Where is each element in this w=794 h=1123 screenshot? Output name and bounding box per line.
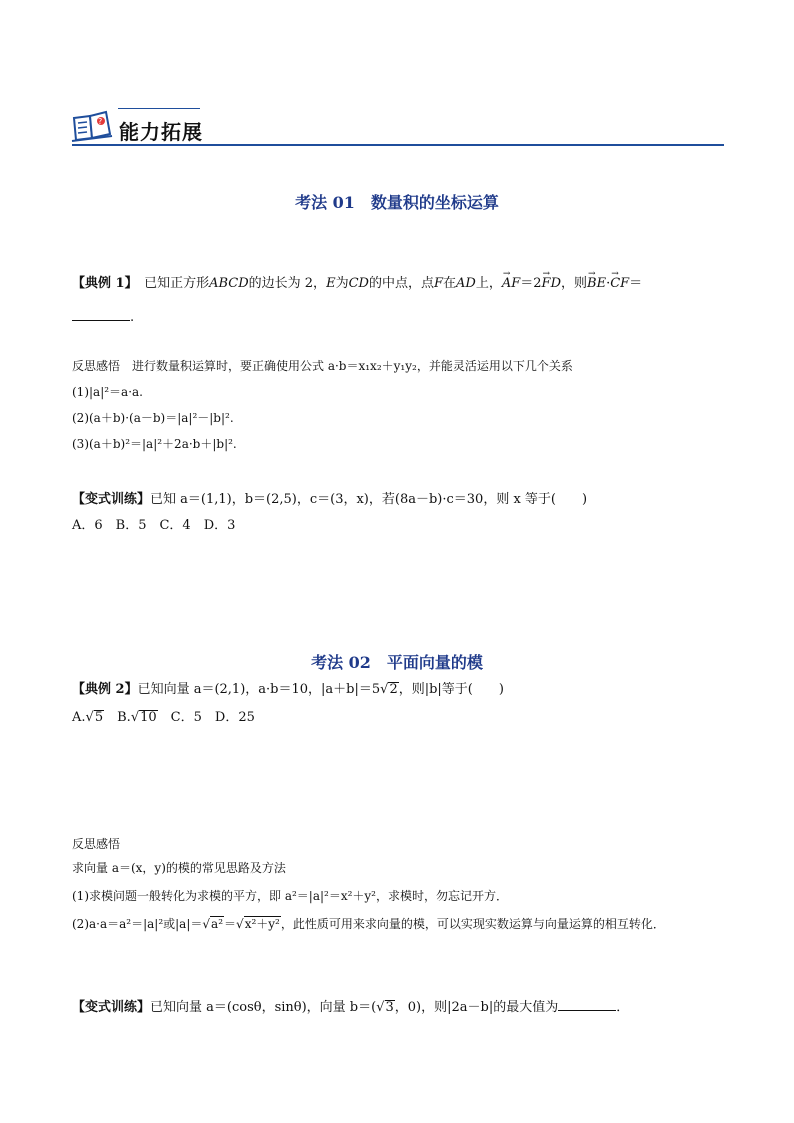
example-2: 【典例 2】已知向量 a＝(2,1)，a·b＝10，|a＋b|＝5√2，则|b|等于( ) [72, 682, 504, 697]
svg-text:?: ? [98, 117, 103, 126]
section-title-1: 考法 01 数量积的坐标运算 [295, 193, 499, 212]
reflection-label: 反思感悟 [72, 359, 121, 373]
header-top-rule [118, 108, 200, 109]
book-icon [70, 108, 114, 144]
example-1: 【典例 1】 已知正方形ABCD的边长为 2，E为CD的中点，点F在AD上，→ AF＝2→ FD，则→ BE·→ CF＝ [72, 274, 642, 294]
example-2-options: A.√5 B.√10 C．5 D．25 [72, 710, 255, 725]
variant-tag: 【变式训练】 [72, 492, 151, 507]
header-rule [72, 144, 724, 146]
reflection-2-line2: (1)求模问题一般转化为求模的平方，即 a²＝|a|²＝x²＋y²，求模时，勿忘记开方． [72, 889, 508, 903]
vector-fd: → FD [542, 274, 561, 294]
fill-blank-2 [558, 998, 616, 1011]
vector-cf: → CF [610, 274, 629, 294]
variant-exercise-1: 【变式训练】已知 a＝(1,1)，b＝(2,5)，c＝(3，x)，若(8a－b)·c＝30，则 x 等于( ) [72, 492, 588, 507]
reflection-2-label: 反思感悟 [72, 837, 121, 851]
fill-blank [72, 308, 130, 321]
answer-blank-1: . [72, 308, 134, 328]
reflection-2-line3: (2)a·a＝a²＝|a|²或|a|＝√a²＝√x²＋y²，此性质可用来求向量的模，可以实现实数运算与向量运算的相互转化． [72, 917, 665, 931]
vector-be: → BE [587, 274, 606, 294]
vector-af: → AF [502, 274, 520, 294]
section-title-2: 考法 02 平面向量的模 [311, 653, 483, 672]
example-2-tag: 【典例 2】 [72, 682, 138, 697]
formula-3: (3)(a＋b)²＝|a|²＋2a·b＋|b|². [72, 437, 237, 451]
reflection-2-line1: 求向量 a＝(x，y)的模的常见思路及方法 [72, 861, 286, 875]
variant-exercise-2: 【变式训练】已知向量 a＝(cosθ，sinθ)，向量 b＝(√3，0)，则|2a－b|的最大值为 ． [72, 1000, 630, 1015]
example-1-tag: 【典例 1】 [72, 276, 132, 291]
header-title: 能力拓展 [119, 120, 203, 144]
reflection-1: 反思感悟 进行数量积运算时，要正确使用公式 a·b＝x₁x₂＋y₁y₂，并能灵活运用以下几个关系 [72, 359, 573, 373]
variant-options-1: A．6 B．5 C．4 D．3 [72, 518, 236, 533]
formula-1: (1)|a|²＝a·a. [72, 385, 143, 399]
formula-2: (2)(a＋b)·(a－b)＝|a|²－|b|². [72, 411, 234, 425]
variant-tag-2: 【变式训练】 [72, 1000, 151, 1015]
